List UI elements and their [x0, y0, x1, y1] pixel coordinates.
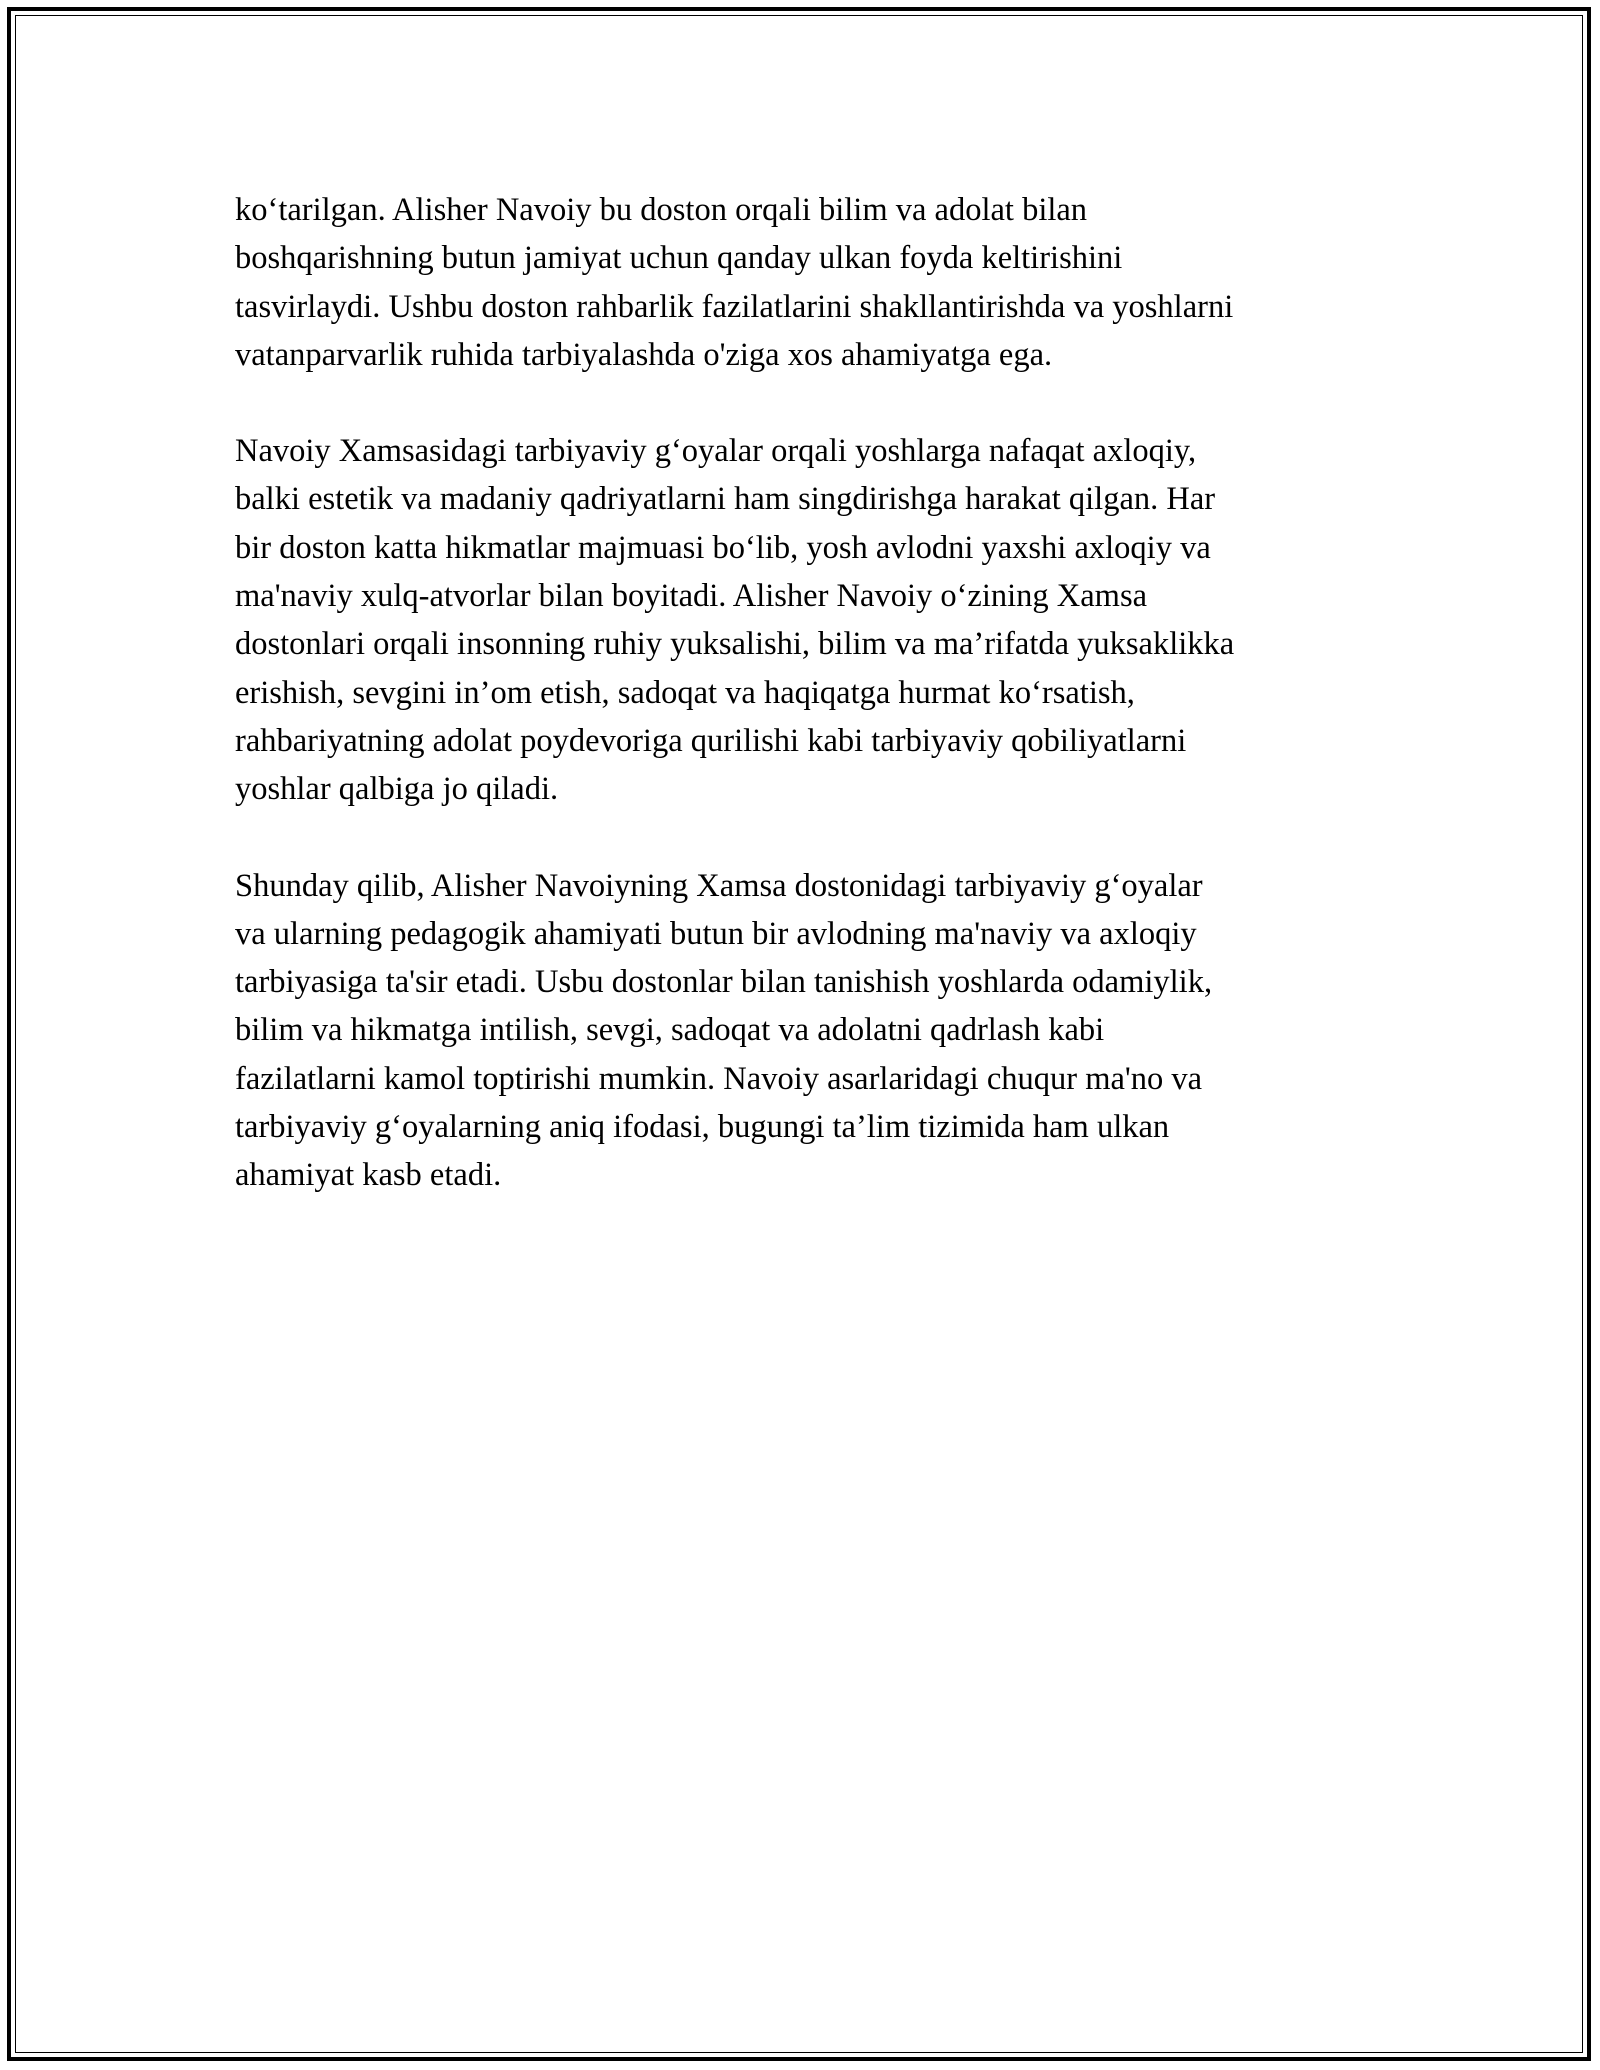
document-body	[235, 186, 1375, 1248]
paragraph-line: tarbiyaviy g‘oyalarning aniq ifodasi, bugungi ta’lim tizimida ham ulkan	[235, 1109, 1170, 1146]
paragraph-line: va ularning pedagogik ahamiyati butun bir avlodning ma'naviy va axloqiy	[235, 915, 1197, 952]
paragraph-line: vatanparvarlik ruhida tarbiyalashda o'ziga xos ahamiyatga ega.	[235, 336, 1053, 373]
paragraph-line: boshqarishning butun jamiyat uchun qanday ulkan foyda keltirishini	[235, 240, 1123, 277]
paragraph-line: tasvirlaydi. Ushbu doston rahbarlik fazilatlarini shakllantirishda va yoshlarni	[235, 288, 1234, 325]
paragraph-line: balki estetik va madaniy qadriyatlarni ham singdirishga harakat qilgan. Har	[235, 481, 1216, 518]
paragraph-line: bir doston katta hikmatlar majmuasi bo‘lib, yosh avlodni yaxshi axloqiy va	[235, 529, 1211, 566]
paragraph-line: Shunday qilib, Alisher Navoiyning Xamsa dostonidagi tarbiyaviy g‘oyalar	[235, 867, 1203, 904]
paragraph-line: erishish, sevgini in’om etish, sadoqat va haqiqatga hurmat ko‘rsatish,	[235, 674, 1135, 711]
paragraph-line: bilim va hikmatga intilish, sevgi, sadoqat va adolatni qadrlash kabi	[235, 1012, 1105, 1049]
paragraph-line: ma'naviy xulq-atvorlar bilan boyitadi. Alisher Navoiy o‘zining Xamsa	[235, 578, 1148, 615]
paragraph-line: ko‘tarilgan. Alisher Navoiy bu doston orqali bilim va adolat bilan	[235, 192, 1088, 228]
paragraph-3	[235, 862, 1375, 1200]
paragraph-line: yoshlar qalbiga jo qiladi.	[235, 771, 559, 808]
paragraph-line: dostonlari orqali insonning ruhiy yuksalishi, bilim va ma’rifatda yuksaklikka	[235, 626, 1235, 663]
paragraph-line: ahamiyat kasb etadi.	[235, 1157, 502, 1194]
paragraph-line: fazilatlarni kamol toptirishi mumkin. Navoiy asarlaridagi chuqur ma'no va	[235, 1060, 1203, 1097]
paragraph-line: tarbiyasiga ta'sir etadi. Usbu dostonlar bilan tanishish yoshlarda odamiylik,	[235, 964, 1213, 1001]
paragraph-1	[235, 186, 1375, 379]
paragraph-line: Navoiy Xamsasidagi tarbiyaviy g‘oyalar orqali yoshlarga nafaqat axloqiy,	[235, 433, 1197, 470]
paragraph-2	[235, 427, 1375, 813]
paragraph-line: rahbariyatning adolat poydevoriga qurilishi kabi tarbiyaviy qobiliyatlarni	[235, 722, 1187, 759]
